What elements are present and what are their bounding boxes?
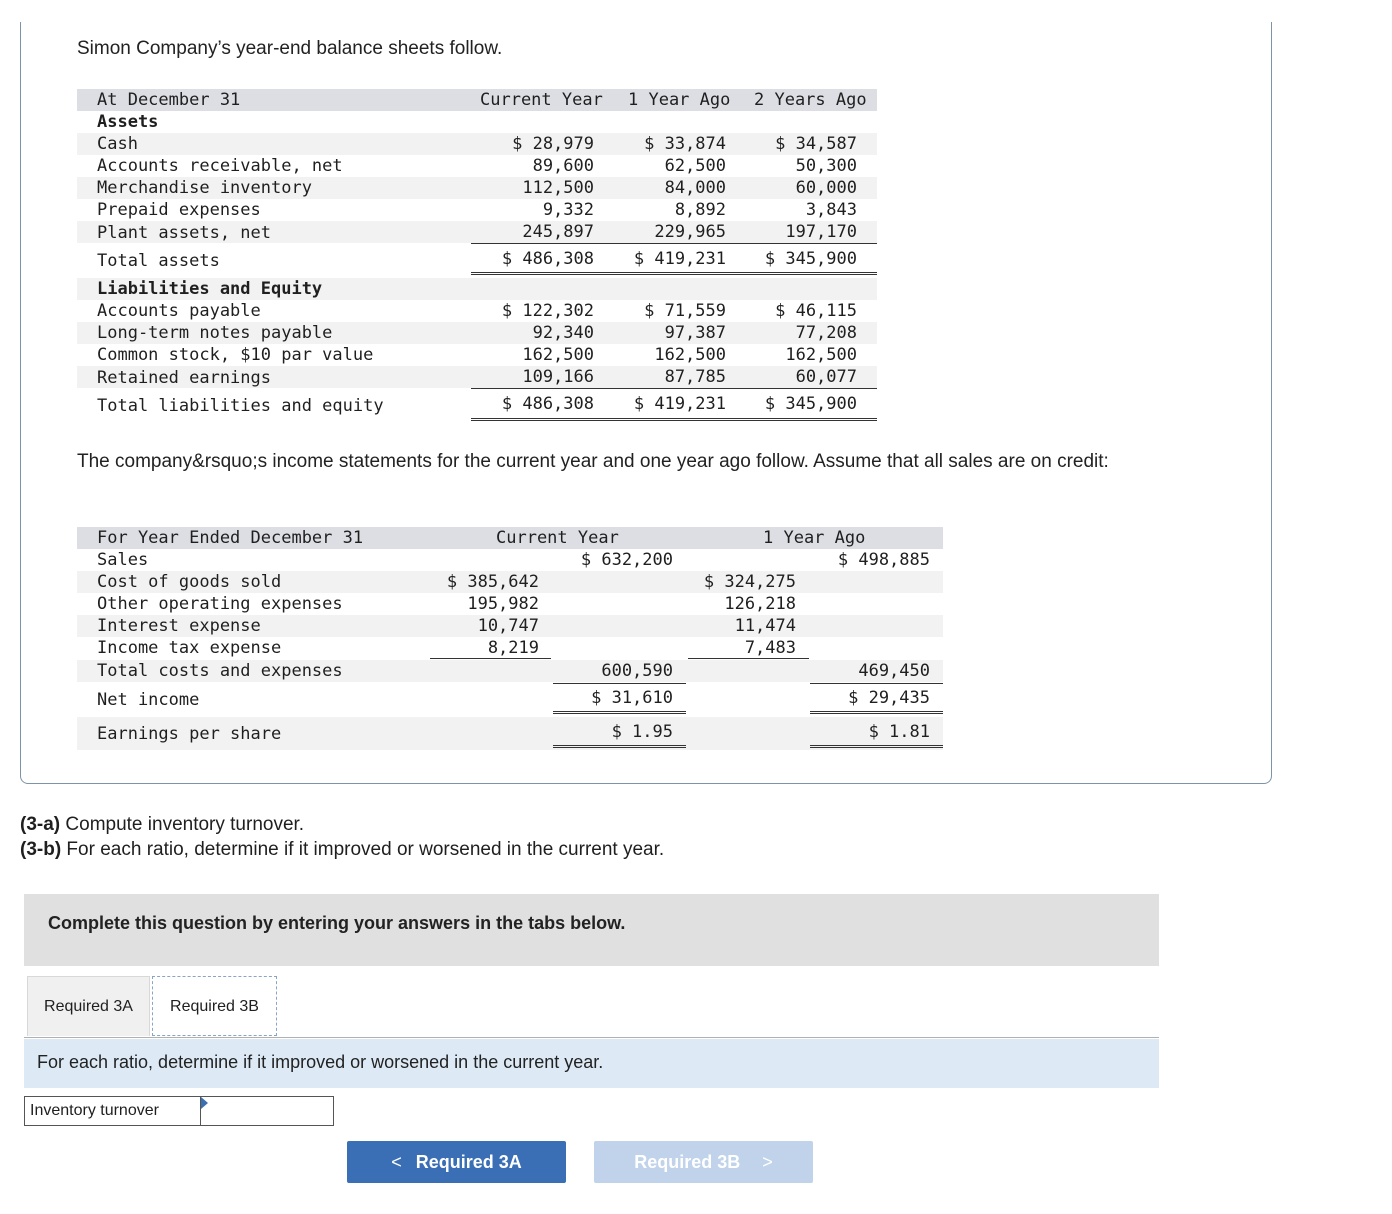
- value-cell: 77,208: [795, 323, 857, 343]
- col-header-current-year: Current Year: [480, 90, 603, 110]
- col-header-current-year: Current Year: [496, 528, 619, 548]
- row-label: Sales: [97, 550, 149, 570]
- row-label: Retained earnings: [97, 368, 271, 388]
- row-label: Total assets: [97, 251, 220, 271]
- value-cell: $ 385,642: [446, 572, 539, 592]
- value-cell: 60,000: [795, 178, 857, 198]
- row-label: Plant assets, net: [97, 223, 271, 243]
- chevron-right-icon: >: [762, 1152, 773, 1172]
- row-label: Other operating expenses: [97, 594, 343, 614]
- liabilities-heading: Liabilities and Equity: [97, 279, 323, 299]
- tab-instruction-bar: [24, 1039, 1159, 1088]
- row-label: Total liabilities and equity: [97, 396, 384, 416]
- value-cell: $ 33,874: [644, 134, 726, 154]
- subtotal-rule: [430, 658, 551, 659]
- total-double-rule: [553, 711, 686, 714]
- value-cell: $ 498,885: [837, 550, 930, 570]
- value-cell: 600,590: [601, 661, 673, 681]
- row-label: Interest expense: [97, 616, 261, 636]
- value-cell: 162,500: [785, 345, 857, 365]
- inventory-turnover-input[interactable]: [201, 1097, 333, 1125]
- row-label: Income tax expense: [97, 638, 282, 658]
- value-cell: $ 46,115: [775, 301, 857, 321]
- value-cell: $ 324,275: [703, 572, 796, 592]
- value-cell: 7,483: [744, 638, 796, 658]
- col-header-label: For Year Ended December 31: [97, 528, 364, 548]
- assets-heading: Assets: [97, 112, 159, 132]
- value-cell: 10,747: [477, 616, 539, 636]
- value-cell: 8,892: [674, 200, 726, 220]
- value-cell: 469,450: [858, 661, 930, 681]
- value-cell: 3,843: [805, 200, 857, 220]
- value-cell: 195,982: [467, 594, 539, 614]
- total-double-rule: [810, 711, 943, 714]
- next-required-3b-button[interactable]: [594, 1141, 813, 1183]
- tab-instruction-text: For each ratio, determine if it improved or worsened in the current year.: [37, 1052, 604, 1072]
- row-label: Long-term notes payable: [97, 323, 333, 343]
- question-3a-text: Compute inventory turnover.: [60, 814, 305, 835]
- banner-text: Complete this question by entering your answers in the tabs below.: [48, 913, 626, 933]
- value-cell: 112,500: [522, 178, 594, 198]
- tab-required-3b[interactable]: Required 3B: [152, 976, 277, 1036]
- value-cell: 229,965: [654, 222, 726, 242]
- subtotal-rule: [810, 683, 943, 684]
- income-intro-text: The company&rsquo;s income statements for the current year and one year ago follow. Assume that all sales are on credit:: [77, 451, 1109, 472]
- balance-intro-text: Simon Company’s year-end balance sheets follow.: [77, 38, 503, 59]
- tab-required-3a[interactable]: Required 3A: [27, 976, 150, 1036]
- value-cell: $ 632,200: [580, 550, 673, 570]
- value-cell: 62,500: [664, 156, 726, 176]
- total-double-rule: [553, 745, 686, 748]
- question-3b: [20, 837, 664, 862]
- subtotal-rule: [471, 388, 877, 389]
- subtotal-rule: [553, 683, 686, 684]
- answer-row: [24, 1096, 334, 1126]
- col-header-1-year-ago: 1 Year Ago: [763, 528, 866, 548]
- value-cell: 8,219: [487, 638, 539, 658]
- inventory-turnover-label: Inventory turnover: [25, 1097, 201, 1125]
- value-cell: 84,000: [664, 178, 726, 198]
- value-cell: 89,600: [532, 156, 594, 176]
- total-cell: $ 345,900: [764, 249, 857, 269]
- value-cell: 11,474: [734, 616, 796, 636]
- question-3a-tag: (3-a): [20, 814, 61, 835]
- total-cell: $ 1.81: [868, 722, 930, 742]
- row-label: Cash: [97, 134, 138, 154]
- row-label: Merchandise inventory: [97, 178, 312, 198]
- value-cell: 126,218: [724, 594, 796, 614]
- question-3b-text: For each ratio, determine if it improved or worsened in the current year.: [61, 839, 665, 860]
- value-cell: 60,077: [795, 367, 857, 387]
- value-cell: 162,500: [522, 345, 594, 365]
- value-cell: 162,500: [654, 345, 726, 365]
- subtotal-rule: [471, 243, 877, 244]
- row-label: Common stock, $10 par value: [97, 345, 374, 365]
- total-cell: $ 345,900: [764, 394, 857, 414]
- value-cell: 9,332: [542, 200, 594, 220]
- value-cell: $ 122,302: [501, 301, 594, 321]
- row-label: Net income: [97, 690, 200, 710]
- prev-required-3a-button[interactable]: [347, 1141, 566, 1183]
- dropdown-marker-icon: [201, 1097, 208, 1109]
- col-header-2-years-ago: 2 Years Ago: [754, 90, 867, 110]
- row-label: Prepaid expenses: [97, 200, 261, 220]
- total-cell: $ 29,435: [848, 688, 930, 708]
- chevron-left-icon: <: [391, 1152, 402, 1172]
- value-cell: 97,387: [664, 323, 726, 343]
- value-cell: $ 28,979: [512, 134, 594, 154]
- row-label: Accounts payable: [97, 301, 261, 321]
- total-cell: $ 486,308: [501, 394, 594, 414]
- total-double-rule: [471, 272, 877, 275]
- total-double-rule: [810, 745, 943, 748]
- col-header-1-year-ago: 1 Year Ago: [628, 90, 731, 110]
- row-label: Cost of goods sold: [97, 572, 282, 592]
- subtotal-rule: [688, 658, 809, 659]
- row-label: Total costs and expenses: [97, 661, 343, 681]
- total-double-rule: [471, 418, 877, 421]
- tab-divider: [24, 1037, 1159, 1038]
- value-cell: 50,300: [795, 156, 857, 176]
- total-cell: $ 1.95: [611, 722, 673, 742]
- total-cell: $ 419,231: [633, 249, 726, 269]
- inventory-turnover-cell: [201, 1097, 333, 1125]
- next-button-label: Required 3B: [634, 1152, 741, 1172]
- value-cell: 245,897: [522, 222, 594, 242]
- total-cell: $ 419,231: [633, 394, 726, 414]
- value-cell: 87,785: [664, 367, 726, 387]
- prev-button-label: Required 3A: [415, 1152, 522, 1172]
- question-3b-tag: (3-b): [20, 839, 62, 860]
- value-cell: 197,170: [785, 222, 857, 242]
- total-cell: $ 31,610: [591, 688, 673, 708]
- value-cell: $ 34,587: [775, 134, 857, 154]
- row-label: Accounts receivable, net: [97, 156, 343, 176]
- col-header-label: At December 31: [97, 90, 241, 110]
- total-cell: $ 486,308: [501, 249, 594, 269]
- value-cell: $ 71,559: [644, 301, 726, 321]
- instructions-banner: [24, 894, 1159, 966]
- question-3a: [20, 812, 304, 837]
- value-cell: 109,166: [522, 367, 594, 387]
- value-cell: 92,340: [532, 323, 594, 343]
- row-label: Earnings per share: [97, 724, 282, 744]
